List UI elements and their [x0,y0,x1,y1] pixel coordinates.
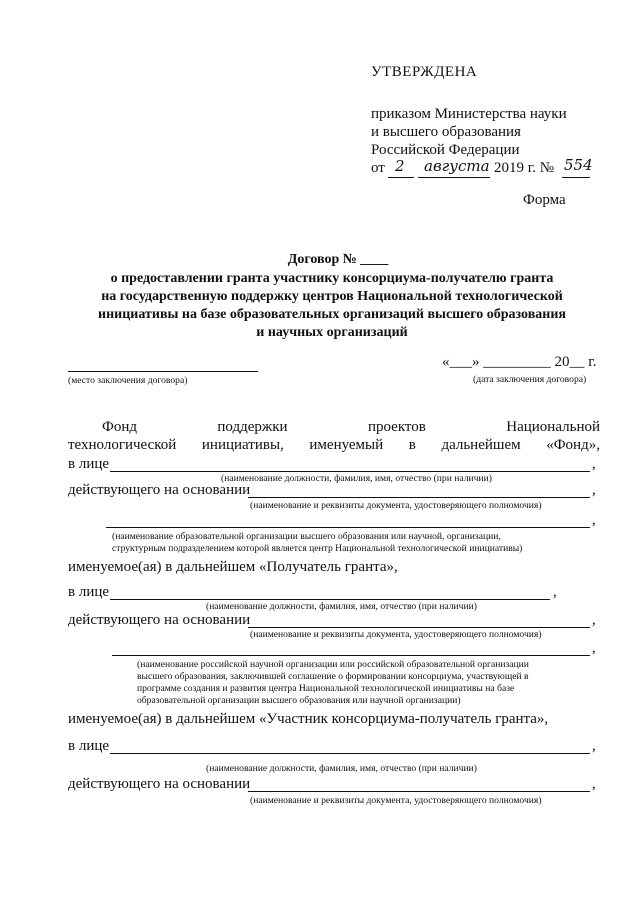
fund-line-2 [68,437,600,454]
fund-word: инициативы, [201,437,284,453]
approval-line-3: Российской Федерации [371,142,520,158]
participant-org-underline [112,655,590,656]
recipient-named-as: именуемое(ая) в дальнейшем «Получатель гранта», [68,559,398,575]
approval-date-prefix: от [371,160,385,176]
participant-acting-basis-label: действующего на основании [68,776,251,792]
participant-org-caption-line: образовательной организации высшего образования или научной организации) [137,695,461,706]
fund-in-person-label: в лице [68,456,110,472]
comma: , [592,612,596,628]
recipient-acting-basis-caption: (наименование и реквизиты документа, удостоверяющего полномочия) [250,629,542,640]
approval-line-1: приказом Министерства науки [371,106,567,122]
fund-word: Национальной [506,419,600,435]
contract-subtitle-line: на государственную поддержку центров Национальной технологической [101,289,563,304]
fund-word: именуемый [309,437,384,453]
comma: , [553,584,557,600]
contract-subtitle-line: инициативы на базе образовательных организаций высшего образования [98,307,566,322]
date-month-handwritten: августа [424,157,490,175]
fund-acting-basis-label: действующего на основании [68,482,251,498]
approval-title: УТВЕРЖДЕНА [371,64,478,80]
fund-acting-basis-caption: (наименование и реквизиты документа, удостоверяющего полномочия) [250,500,542,511]
participant-org-caption-line: высшего образования, заключившей соглашение о формировании консорциума, участвующей в [137,671,529,682]
fund-word: проектов [367,419,426,435]
contract-subtitle-line: и научных организаций [256,325,408,340]
place-caption: (место заключения договора) [68,375,188,386]
recipient-in-person-underline [110,599,550,600]
date-day-underline [388,177,414,178]
participant-in-person-label: в лице [68,738,110,754]
fund-word: технологической [68,437,177,453]
comma: , [592,776,596,792]
recipient-in-person-label: в лице [68,584,110,600]
fund-word: «Фонд», [546,437,600,453]
recipient-acting-basis-label: действующего на основании [68,612,251,628]
place-underline [68,371,258,372]
approval-line-2: и высшего образования [371,124,521,140]
participant-org-caption-line: программе создания и развития центра Национальной технологической инициативы на базе [137,683,515,694]
recipient-org-caption-line: (наименование образовательной организации высшего образования или научной, организации, [112,531,501,542]
fund-in-person-caption: (наименование должности, фамилия, имя, отчество (при наличии) [221,473,492,484]
fund-word: дальнейшем [441,437,521,453]
participant-in-person-underline [110,753,590,754]
comma: , [592,738,596,754]
contract-subtitle-line: о предоставлении гранта участнику консорциума-получателю гранта [110,271,554,286]
approval-date-year: 2019 г. № [494,160,555,176]
comma: , [592,456,596,472]
fund-word: в [408,437,416,453]
participant-acting-basis-caption: (наименование и реквизиты документа, удостоверяющего полномочия) [250,795,542,806]
fund-word: Фонд [102,419,138,435]
date-day-handwritten: 2 [395,157,405,175]
comma: , [592,640,596,656]
fund-acting-basis-underline [248,497,590,498]
participant-acting-basis-underline [248,791,590,792]
fund-word: поддержки [217,419,288,435]
contract-date: «___» _________ 20__ г. [442,354,597,370]
contract-title: Договор № ____ [287,252,389,267]
recipient-in-person-caption: (наименование должности, фамилия, имя, отчество (при наличии) [206,601,477,612]
comma: , [592,512,596,528]
form-label: Форма [523,192,566,208]
participant-named-as: именуемое(ая) в дальнейшем «Участник консорциума-получатель гранта», [68,711,549,727]
participant-org-caption-line: (наименование российской научной организации или российской образовательной организации [137,659,529,670]
participant-in-person-caption: (наименование должности, фамилия, имя, отчество (при наличии) [206,763,477,774]
fund-line-1 [68,419,600,436]
recipient-org-caption-line: структурным подразделением которой является центр Национальной технологической инициативы) [112,543,523,554]
comma: , [592,482,596,498]
recipient-acting-basis-underline [248,627,590,628]
order-number-handwritten: 554 [564,156,593,174]
fund-in-person-underline [110,471,590,472]
order-number-underline [562,177,590,178]
date-caption: (дата заключения договора) [473,374,587,385]
recipient-org-underline [106,527,590,528]
date-month-underline [418,177,490,178]
